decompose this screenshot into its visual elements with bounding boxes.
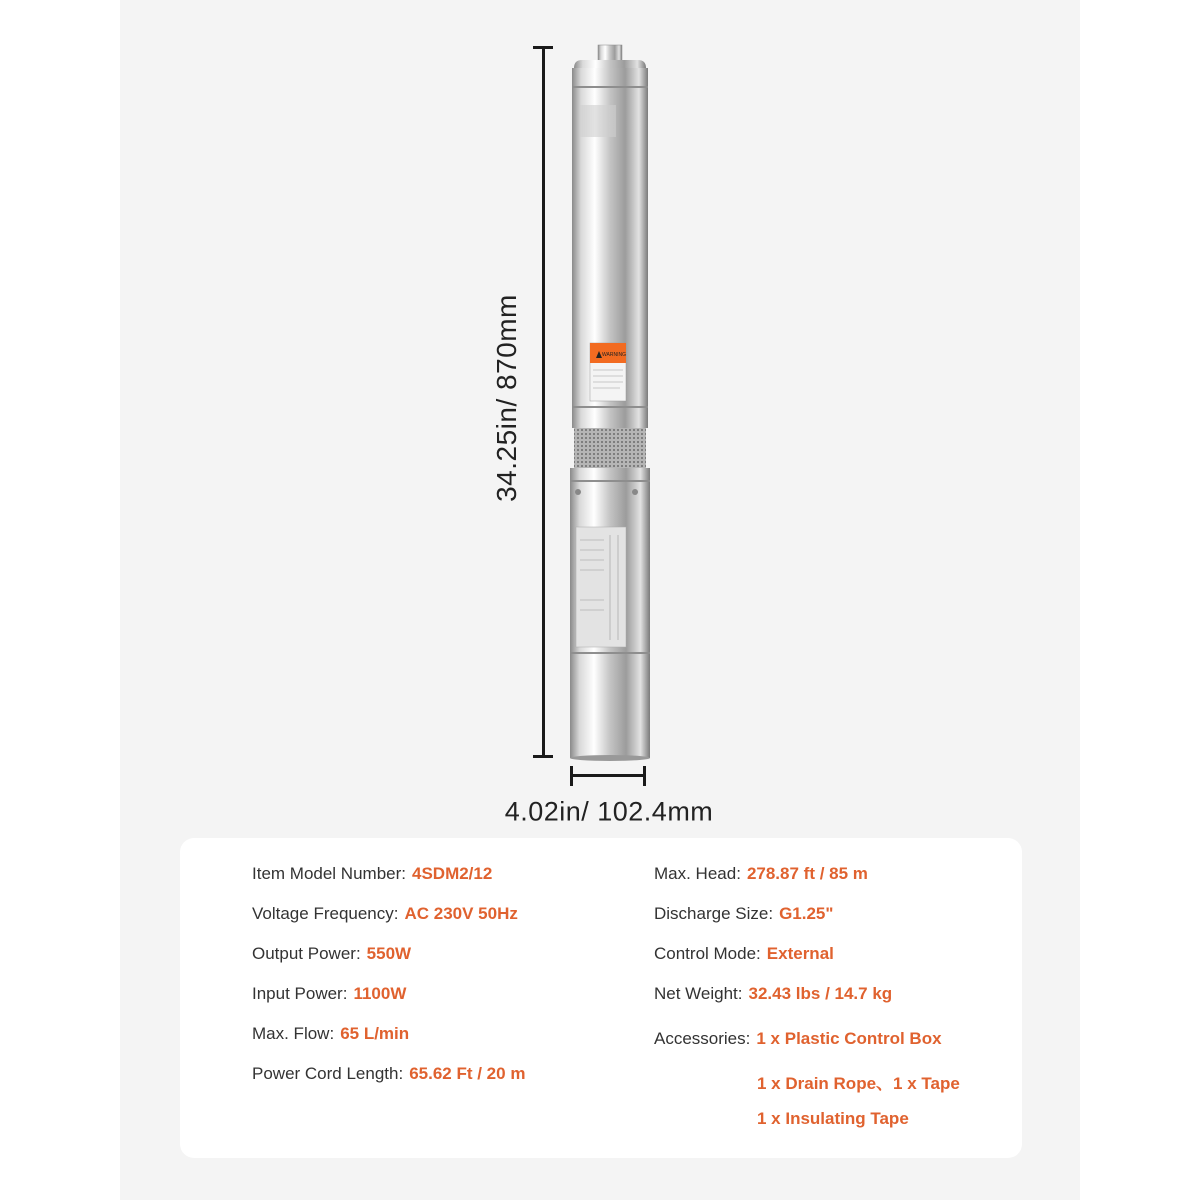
width-dimension-right-cap — [643, 766, 646, 786]
spec-row-output-power: Output Power: 550W — [252, 944, 412, 963]
height-dimension-top-cap — [533, 46, 553, 49]
height-dimension-line — [542, 47, 545, 757]
width-dimension-line — [571, 774, 645, 777]
spec-row-voltage-frequency: Voltage Frequency: AC 230V 50Hz — [252, 904, 518, 923]
height-dimension-label: 34.25in/ 870mm — [491, 294, 522, 502]
accessory-line-2: 1 x Drain Rope、1 x Tape — [757, 1074, 960, 1093]
accessory-line-3: 1 x Insulating Tape — [757, 1109, 909, 1128]
submersible-pump-image — [560, 40, 660, 765]
spec-row-accessories: Accessories: 1 x Plastic Control Box — [654, 1029, 942, 1048]
height-dimension-bottom-cap — [533, 755, 553, 758]
spec-row-net-weight: Net Weight: 32.43 lbs / 14.7 kg — [654, 984, 893, 1003]
warning-sticker-text: WARNING — [602, 352, 626, 358]
spec-row-input-power: Input Power: 1100W — [252, 984, 407, 1003]
spec-row-model-number: Item Model Number: 4SDM2/12 — [252, 864, 493, 883]
spec-row-control-mode: Control Mode: External — [654, 944, 834, 963]
spec-row-max-head: Max. Head: 278.87 ft / 85 m — [654, 864, 868, 883]
spec-row-max-flow: Max. Flow: 65 L/min — [252, 1024, 410, 1043]
width-dimension-label: 4.02in/ 102.4mm — [504, 796, 714, 827]
spec-row-power-cord-length: Power Cord Length: 65.62 Ft / 20 m — [252, 1064, 526, 1083]
spec-row-discharge-size: Discharge Size: G1.25" — [654, 904, 834, 923]
